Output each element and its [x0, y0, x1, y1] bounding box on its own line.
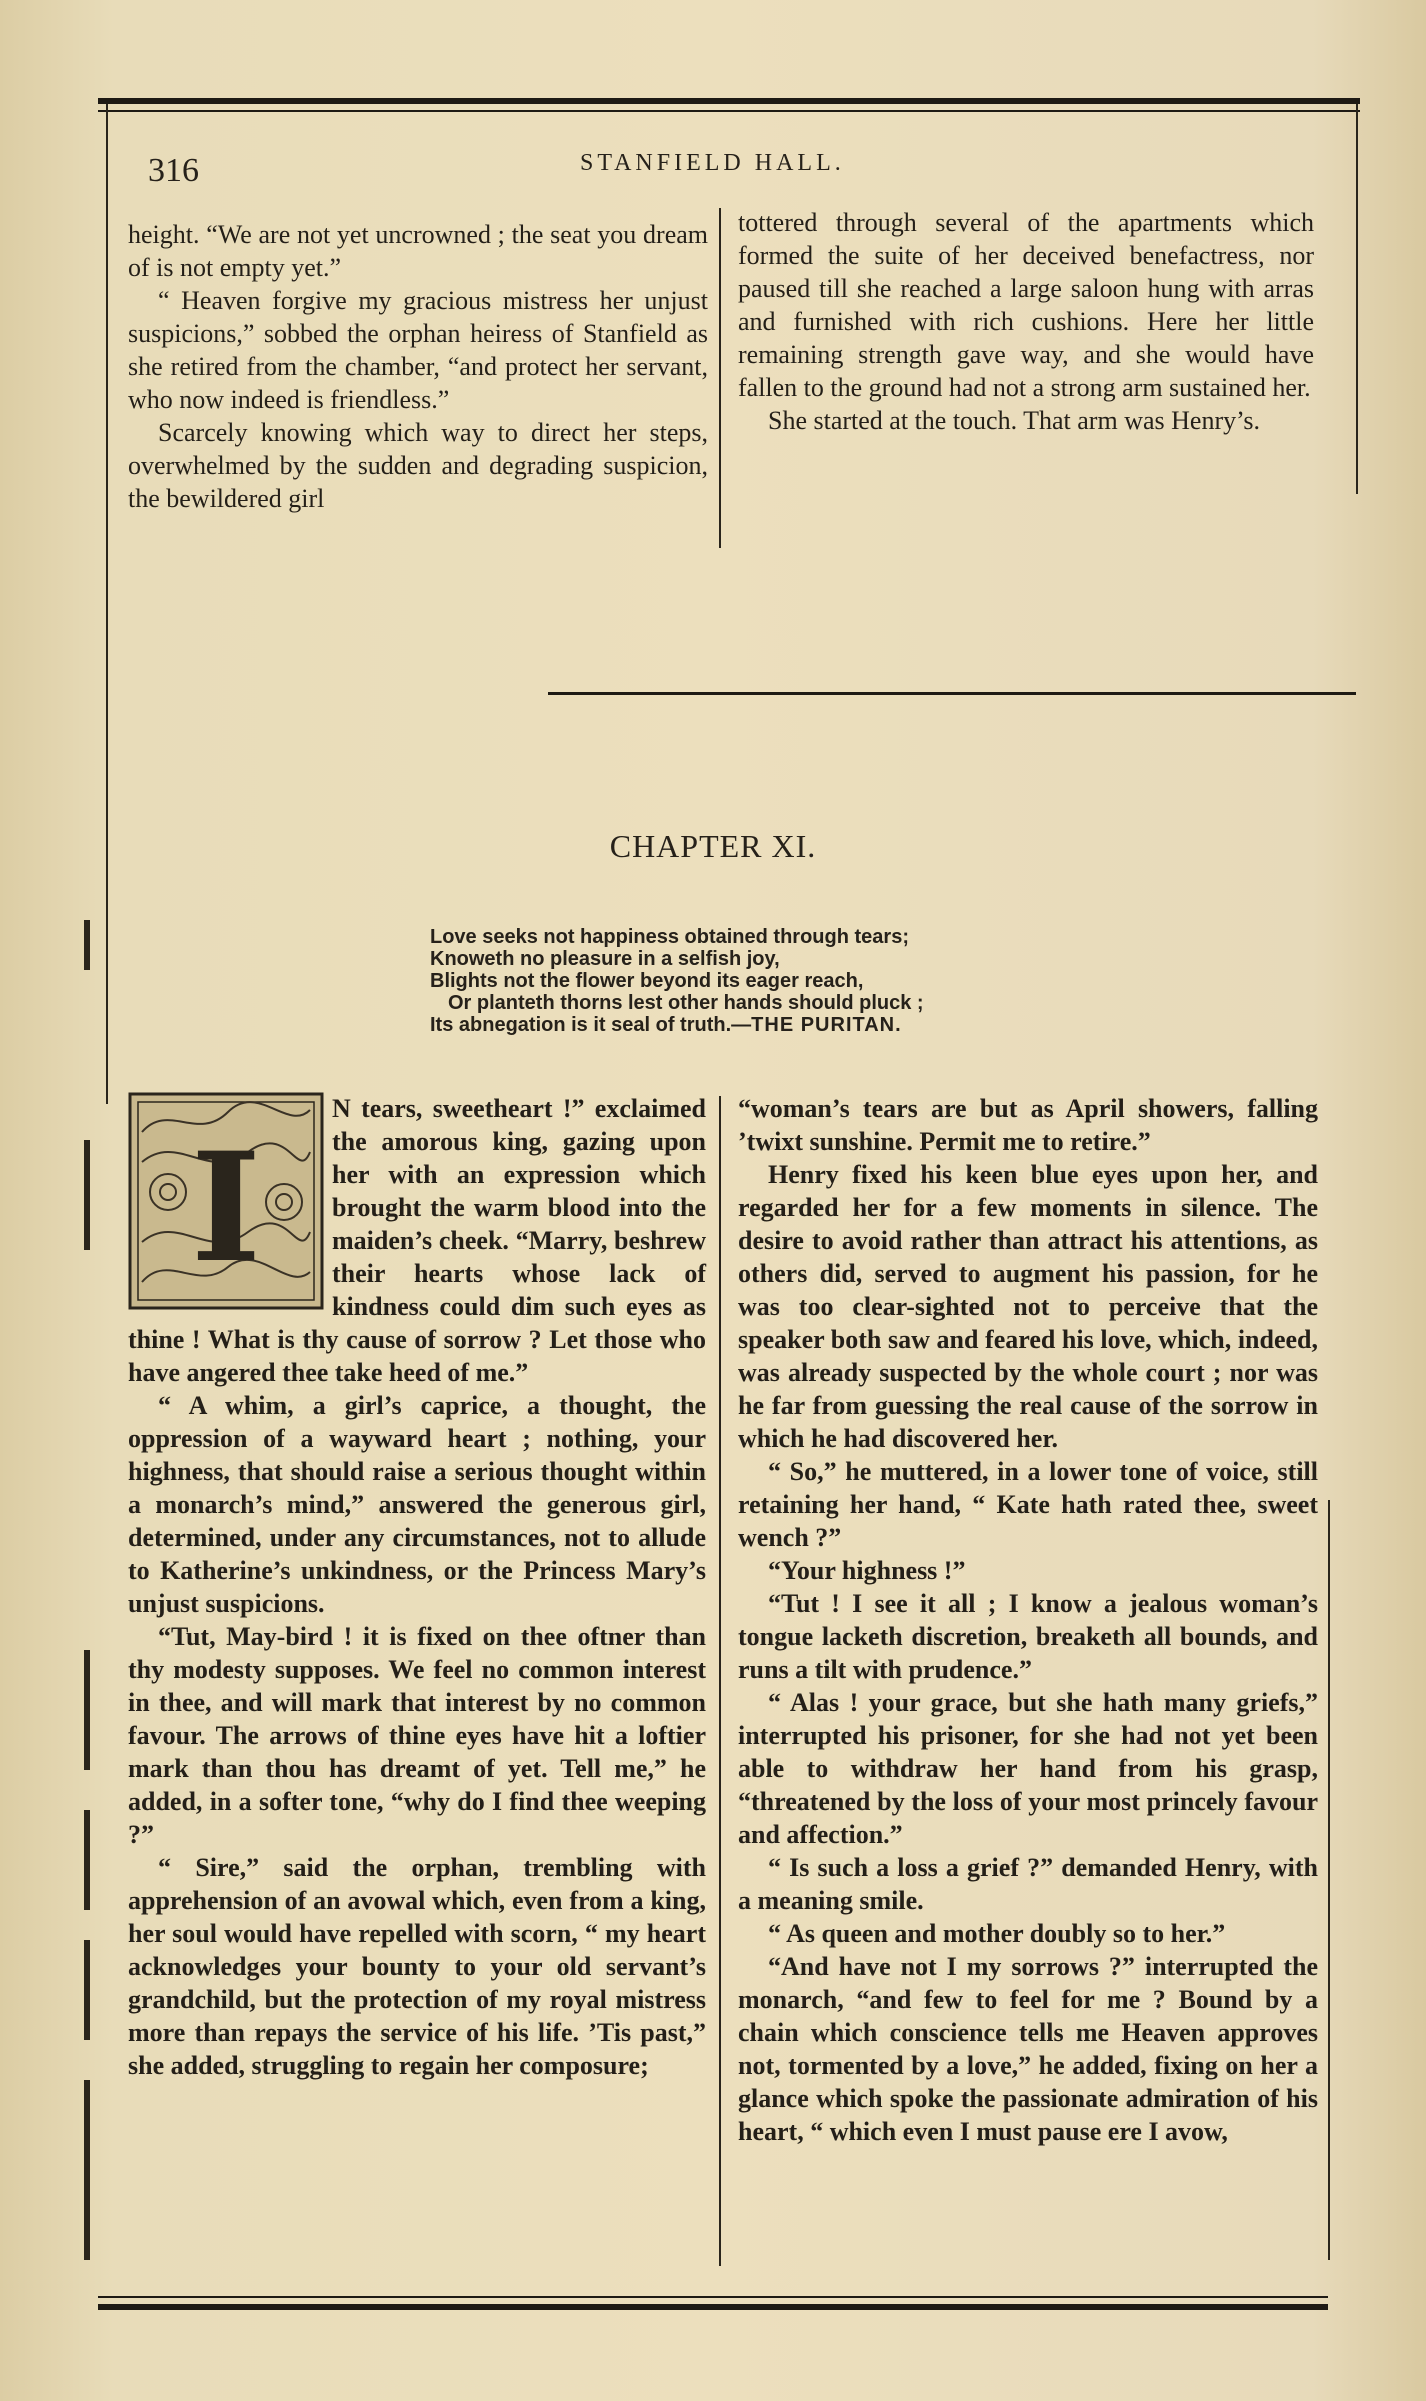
epigraph-line: Blights not the flower beyond its eager reach,	[430, 970, 864, 992]
bottom-rule-thick	[98, 2304, 1328, 2310]
column-divider-top	[719, 208, 721, 548]
top-left-column	[128, 218, 708, 515]
ornamental-initial-icon	[128, 1092, 324, 1310]
paragraph: height. “We are not yet uncrowned ; the seat you dream of is not empty yet.”	[128, 220, 708, 282]
paragraph: “woman’s tears are but as April showers, falling ’twixt sunshine. Permit me to retire.”	[738, 1094, 1318, 1156]
epigraph	[430, 926, 1130, 1036]
right-border-upper	[1356, 104, 1358, 494]
paragraph: Henry fixed his keen blue eyes upon her, and regarded her for a few moments in silence. The desire to avoid rather than attract his attentions, as others did, served to augment his passion, for he was too clear-sighted not to perceive that the speaker both saw and feared his love, which, indeed, was already suspected by the whole court ; nor was he far from guessing the real cause of the sorrow in which he had discovered her.	[738, 1160, 1318, 1453]
left-border	[106, 104, 108, 1104]
top-right-column	[738, 206, 1314, 437]
paragraph: “ Sire,” said the orphan, trembling with apprehension of an avowal which, even from a king, her soul would have repelled with scorn, “ my heart acknowledges your bounty to your old servant’s grandchild, but the protection of my royal mistress more than repays the service of his life. ’Tis past,” she added, struggling to regain her composure;	[128, 1853, 706, 2080]
paragraph: “ Alas ! your grace, but she hath many griefs,” interrupted his prisoner, for she had not yet been able to withdraw her hand from his grasp, “threatened by the loss of your most princely favour and affection.”	[738, 1688, 1318, 1849]
running-title: STANFIELD HALL.	[580, 150, 845, 176]
bottom-rule-thin	[98, 2296, 1328, 2298]
chapter-title: CHAPTER XI.	[609, 828, 817, 864]
paragraph: “Your highness !”	[768, 1556, 966, 1585]
paragraph: “And have not I my sorrows ?” interrupted the monarch, “and few to feel for me ? Bound by a chain which conscience tells me Heaven approves not, tormented by a love,” he added, fixing on her a glance which spoke the passionate admiration of his heart, “ which even I must pause ere I avow,	[738, 1952, 1318, 2146]
margin-mark	[84, 2080, 90, 2260]
margin-mark	[84, 1810, 90, 1910]
epigraph-line: Its abnegation is it seal of truth.—	[430, 1014, 752, 1036]
paragraph: “Tut, May-bird ! it is fixed on thee oftner than thy modesty supposes. We feel no common interest in thee, and will mark that interest by no common favour. The arrows of thine eyes have hit a loftier mark than thou has dreamt of yet. Tell me,” he added, in a softer tone, “why do I find thee weeping ?”	[128, 1622, 706, 1849]
epigraph-line: Knoweth no pleasure in a selfish joy,	[430, 948, 780, 970]
paragraph: “ So,” he muttered, in a lower tone of voice, still retaining her hand, “ Kate hath rated thee, sweet wench ?”	[738, 1457, 1318, 1552]
epigraph-attribution: THE PURITAN.	[751, 1014, 902, 1036]
epigraph-last-line	[430, 1014, 1130, 1036]
paragraph: “ A whim, a girl’s caprice, a thought, the oppression of a wayward heart ; nothing, your highness, that should raise a serious thought within a monarch’s mind,” answered the generous girl, determined, under any circumstances, not to allude to Katherine’s unkindness, or the Princess Mary’s unjust suspicions.	[128, 1391, 706, 1618]
right-border-lower	[1328, 1500, 1330, 2260]
page-number: 316	[148, 152, 199, 189]
column-divider-bottom	[719, 1096, 721, 2266]
paragraph: “ As queen and mother doubly so to her.”	[768, 1919, 1226, 1948]
paragraph: tottered through several of the apartments which formed the suite of her deceived benefactress, nor paused till she reached a large saloon hung with arras and furnished with rich cushions. Here her little remaining strength gave way, and she would have fallen to the ground had not a strong arm sustained her.	[738, 208, 1314, 402]
bottom-left-column	[128, 1092, 706, 2082]
margin-mark	[84, 1650, 90, 1770]
top-rule-thick	[98, 98, 1360, 104]
margin-mark	[84, 920, 90, 970]
epigraph-line: Or planteth thorns lest other hands should pluck ;	[448, 992, 924, 1014]
top-rule-thin	[98, 110, 1360, 112]
drop-cap-letter: I	[190, 1120, 262, 1296]
paragraph: Scarcely knowing which way to direct her steps, overwhelmed by the sudden and degrading suspicion, the bewildered girl	[128, 418, 708, 513]
margin-mark	[84, 1940, 90, 2040]
epigraph-line: Love seeks not happiness obtained through tears;	[430, 926, 909, 948]
bottom-right-column	[738, 1092, 1318, 2148]
paragraph: “Tut ! I see it all ; I know a jealous woman’s tongue lacketh discretion, breaketh all bounds, and runs a tilt with prudence.”	[738, 1589, 1318, 1684]
opening-paragraph: N tears, sweetheart !” exclaimed the amorous king, gazing upon her with an expression which brought the warm blood into the maiden’s cheek. “Marry, beshrew their hearts whose lack of kindness could dim such eyes as thine ! What is thy cause of sorrow ? Let those who have angered thee take heed of me.”	[128, 1094, 706, 1387]
paragraph: She started at the touch. That arm was Henry’s.	[768, 406, 1260, 435]
section-separator	[548, 692, 1356, 695]
paragraph: “ Heaven forgive my gracious mistress her unjust suspicions,” sobbed the orphan heiress of Stanfield as she retired from the chamber, “and protect her servant, who now indeed is friendless.”	[128, 286, 708, 414]
paragraph: “ Is such a loss a grief ?” demanded Henry, with a meaning smile.	[738, 1853, 1318, 1915]
margin-mark	[84, 1140, 90, 1250]
